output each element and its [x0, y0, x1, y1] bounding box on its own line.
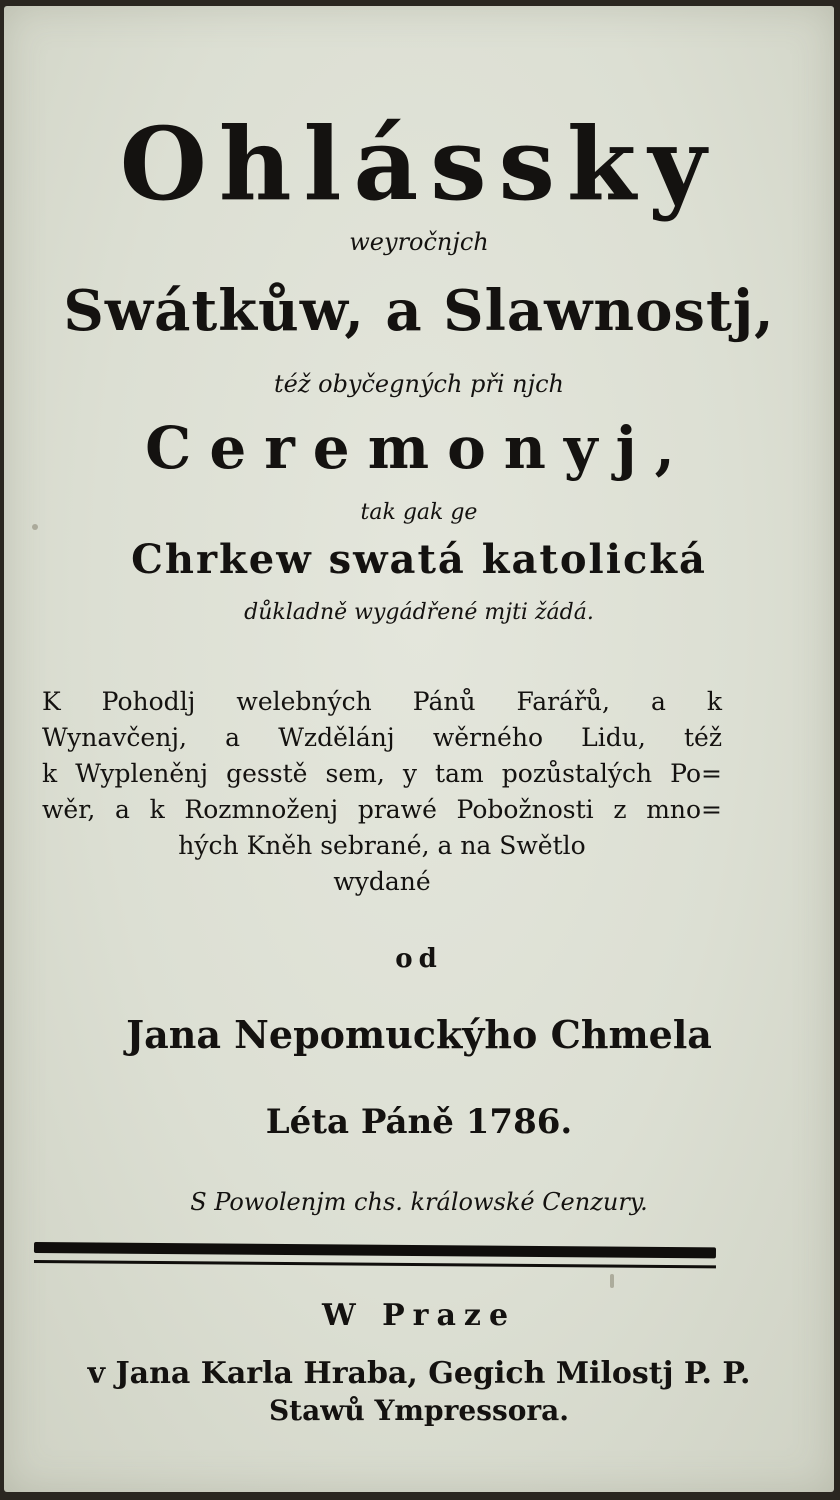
- paragraph-line: wěr, a k Rozmnoženj prawé Pobožnosti z mno=: [42, 795, 722, 824]
- paragraph-line: hých Kněh sebrané, a na Swětlo: [178, 831, 586, 860]
- subtitle-line: Chrkew swatá katolická: [131, 536, 707, 583]
- thin-rule: [34, 1260, 716, 1268]
- author-name: Jana Nepomuckýho Chmela: [126, 1012, 712, 1057]
- paragraph-line: K Pohodlj welebných Pánů Farářů, a k: [42, 687, 722, 716]
- title-page: [4, 6, 834, 1492]
- subtitle-line: weyročnjch: [349, 228, 489, 256]
- book-title: Ohlássky: [119, 105, 719, 223]
- printer-line: v Jana Karla Hraba, Gegich Milostj P. P.: [87, 1356, 751, 1391]
- paragraph-line: k Wypleněnj gesstě sem, y tam pozůstalých Po=: [42, 759, 722, 788]
- printer-line: Stawů Ympressora.: [268, 1394, 570, 1427]
- dedication-paragraph: [42, 684, 722, 900]
- subtitle-line: tak gak ge: [360, 500, 478, 525]
- subtitle-line: Swátkůw, a Slawnostj,: [63, 278, 775, 344]
- subtitle-line: Ceremonyj,: [145, 414, 693, 482]
- ink-speck: [610, 1274, 614, 1288]
- paragraph-line: Wynavčenj, a Wzdělánj wěrného Lidu, též: [42, 723, 722, 752]
- publication-place: W Praze: [321, 1298, 517, 1333]
- subtitle-line: důkladně wygádřené mjti žádá.: [244, 600, 594, 625]
- by-line: od: [395, 944, 443, 974]
- paragraph-line: wydané: [333, 867, 431, 896]
- publication-year: Léta Páně 1786.: [265, 1102, 573, 1142]
- thick-rule: [34, 1242, 716, 1258]
- censorship-note: S Powolenjm chs. králowské Cenzury.: [190, 1188, 648, 1216]
- subtitle-line: též obyčegných při njch: [274, 370, 564, 398]
